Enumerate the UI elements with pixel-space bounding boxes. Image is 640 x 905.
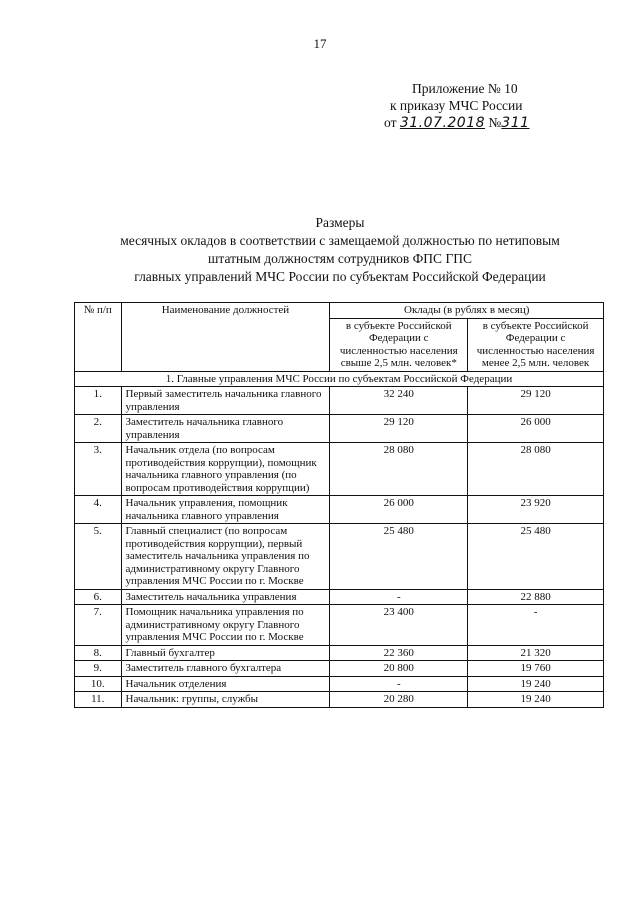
row-number: 6.: [75, 589, 122, 605]
handwritten-number: 311: [501, 115, 530, 131]
row-salary-over: 26 000: [330, 496, 468, 524]
title-line-3: штатным должностям сотрудников ФПС ГПС: [207, 251, 472, 266]
row-salary-over: 29 120: [330, 415, 468, 443]
row-salary-over: 23 400: [330, 605, 468, 646]
salary-table: [74, 302, 604, 708]
section-row: [75, 371, 604, 387]
table-row: [75, 387, 604, 415]
row-position-name: Начальник отделения: [121, 676, 330, 692]
table-row: [75, 496, 604, 524]
title-line-4: главных управлений МЧС России по субъектам Российской Федерации: [134, 269, 546, 284]
row-number: 9.: [75, 661, 122, 677]
row-position-name: Помощник начальника управления по административному округу Главного управления МЧС России по г. Москве: [121, 605, 330, 646]
from-label: от: [384, 115, 397, 130]
row-salary-over: 20 800: [330, 661, 468, 677]
header-under-2-5m: в субъекте Российской Федерации с численностью населения менее 2,5 млн. человек: [468, 318, 604, 371]
row-salary-over: -: [330, 589, 468, 605]
row-number: 11.: [75, 692, 122, 708]
row-salary-under: 25 480: [468, 524, 604, 590]
table-row: [75, 645, 604, 661]
row-position-name: Заместитель начальника главного управления: [121, 415, 330, 443]
header-row: [75, 303, 604, 319]
table-row: [75, 589, 604, 605]
header-num: № п/п: [75, 303, 122, 372]
row-salary-over: 20 280: [330, 692, 468, 708]
row-number: 4.: [75, 496, 122, 524]
row-salary-under: 29 120: [468, 387, 604, 415]
header-name: Наименование должностей: [121, 303, 330, 372]
row-number: 1.: [75, 387, 122, 415]
row-position-name: Заместитель главного бухгалтера: [121, 661, 330, 677]
row-number: 5.: [75, 524, 122, 590]
row-number: 7.: [75, 605, 122, 646]
row-salary-under: 23 920: [468, 496, 604, 524]
row-position-name: Главный специалист (по вопросам противодействия коррупции), первый заместитель начальника управления по административному округу Главного управления МЧС России по г. Москве: [121, 524, 330, 590]
row-salary-under: 19 240: [468, 676, 604, 692]
page-number: 17: [313, 36, 327, 51]
table-body: [75, 387, 604, 708]
row-salary-under: 21 320: [468, 645, 604, 661]
row-salary-over: -: [330, 676, 468, 692]
header-salaries: Оклады (в рублях в месяц): [330, 303, 604, 319]
row-position-name: Первый заместитель начальника главного управления: [121, 387, 330, 415]
row-position-name: Главный бухгалтер: [121, 645, 330, 661]
appendix-title: Приложение № 10: [412, 81, 518, 96]
appendix-block: [384, 80, 530, 132]
row-number: 10.: [75, 676, 122, 692]
section-title: 1. Главные управления МЧС России по субъектам Российской Федерации: [75, 371, 604, 387]
row-position-name: Начальник: группы, службы: [121, 692, 330, 708]
table-row: [75, 443, 604, 496]
table-row: [75, 676, 604, 692]
row-salary-over: 22 360: [330, 645, 468, 661]
table-row: [75, 605, 604, 646]
table-row: [75, 415, 604, 443]
handwritten-date: 31.07.2018: [399, 115, 486, 131]
row-position-name: Заместитель начальника управления: [121, 589, 330, 605]
number-label: №: [488, 115, 502, 130]
appendix-order: к приказу МЧС России: [390, 98, 523, 113]
table-row: [75, 661, 604, 677]
document-title: [0, 214, 640, 286]
header-over-2-5m: в субъекте Российской Федерации с численностью населения свыше 2,5 млн. человек*: [330, 318, 468, 371]
row-number: 8.: [75, 645, 122, 661]
appendix-date-line: [384, 114, 530, 132]
row-position-name: Начальник управления, помощник начальника главного управления: [121, 496, 330, 524]
table-row: [75, 692, 604, 708]
title-line-1: Размеры: [315, 215, 365, 230]
row-salary-under: 28 080: [468, 443, 604, 496]
title-line-2: месячных окладов в соответствии с замещаемой должностью по нетиповым: [120, 233, 560, 248]
row-salary-under: -: [468, 605, 604, 646]
row-salary-over: 28 080: [330, 443, 468, 496]
row-salary-over: 32 240: [330, 387, 468, 415]
row-position-name: Начальник отдела (по вопросам противодействия коррупции), помощник начальника главного управления (по вопросам противодействия коррупции): [121, 443, 330, 496]
table-row: [75, 524, 604, 590]
row-salary-over: 25 480: [330, 524, 468, 590]
row-salary-under: 26 000: [468, 415, 604, 443]
row-salary-under: 19 760: [468, 661, 604, 677]
row-salary-under: 22 880: [468, 589, 604, 605]
row-number: 2.: [75, 415, 122, 443]
row-salary-under: 19 240: [468, 692, 604, 708]
row-number: 3.: [75, 443, 122, 496]
